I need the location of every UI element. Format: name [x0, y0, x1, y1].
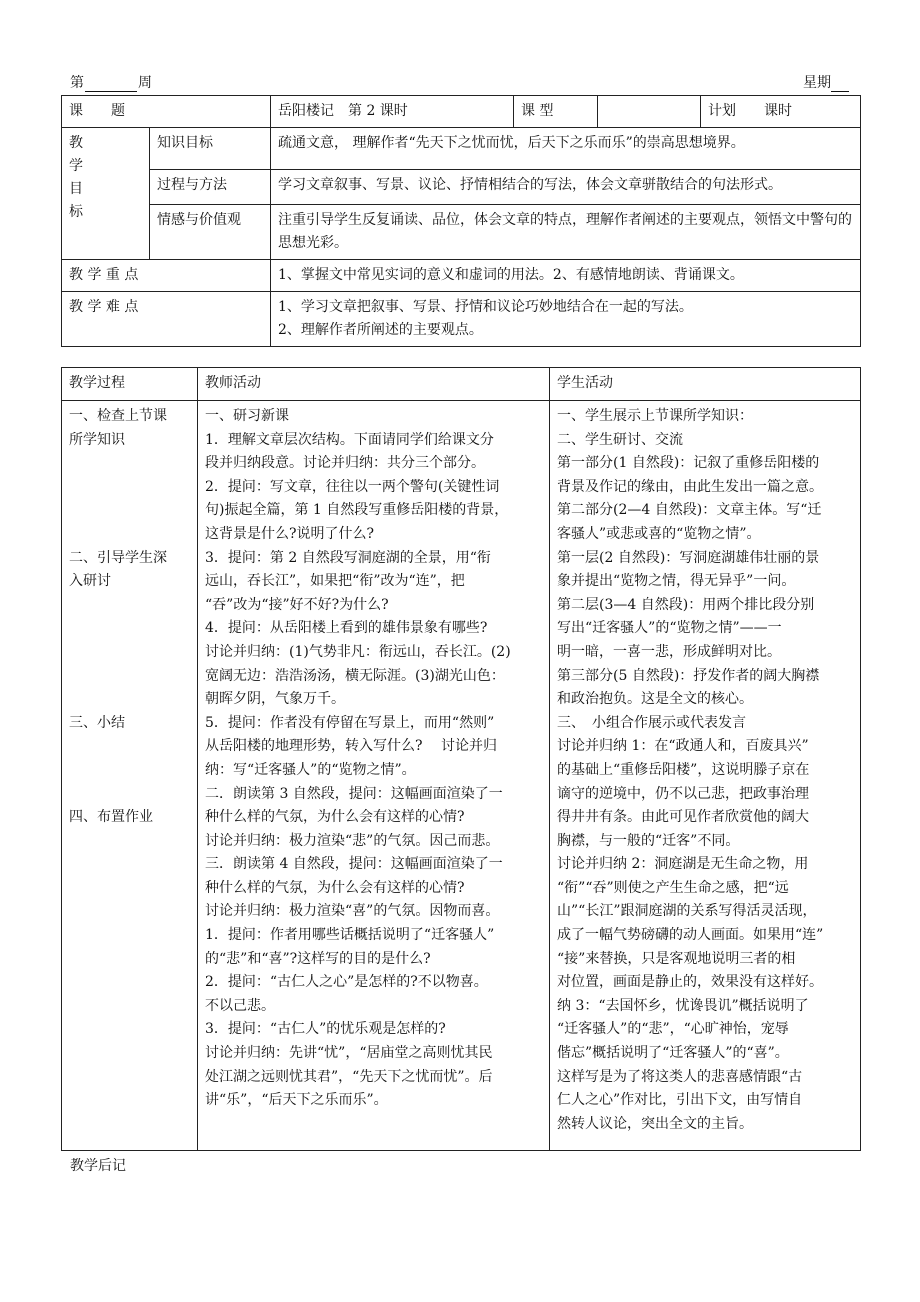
teacher-header: 教师活动	[198, 368, 550, 401]
goal-knowledge-text: 疏通文意， 理解作者“先天下之忧而忧，后天下之乐而乐”的崇高思想境界。	[271, 128, 861, 170]
weekday-blank[interactable]	[831, 77, 849, 92]
type-label: 课 型	[514, 96, 598, 128]
week-suffix: 周	[138, 75, 152, 91]
weekday-label: 星期	[803, 75, 831, 91]
goal-emotion-text: 注重引导学生反复诵读、品位，体会文章的特点，理解作者阐述的主要观点，领悟文中警句的思想光彩。	[271, 205, 861, 260]
difficulty-text	[271, 292, 861, 347]
lesson-plan-table	[61, 95, 861, 347]
week-prefix: 第	[70, 75, 84, 91]
difficulty-line: 1、学习文章把叙事、写景、抒情和议论巧妙地结合在一起的写法。	[278, 299, 693, 315]
topic-label: 课 题	[62, 96, 271, 128]
teacher-activity: 一、研习新课 1．理解文章层次结构。下面请同学们给课文分 段并归纳段意。讨论并归纳：共分三个部分。 2．提问：写文章，往往以一两个警句(关键性词 句)振起全篇，第 1 自然段写重修岳阳楼的背景， 这背景是什么?说明了什么? 3．提问：第 2 自然段写洞庭湖的全景，用“衔 远山，吞长江”，如果把“衔”改为“连”，把 “吞”改为“接”好不好?为什么? 4．提问：从岳阳楼上看到的雄伟景象有哪些? 讨论并归纳：(1)气势非凡：衔远山，吞长江。(2) 宽阔无边：浩浩汤汤，横无际涯。(3)湖光山色： 朝晖夕阴，气象万千。 5．提问：作者没有停留在写景上，而用“然则” 从岳阳楼的地理形势，转入写什么? 讨论并归 纳：写“迁客骚人”的“览物之情”。 二．朗读第 3 自然段，提问：这幅画面渲染了一 种什么样的气氛，为什么会有这样的心情? 讨论并归纳：极力渲染“悲”的气氛。因己而悲。 三．朗读第 4 自然段，提问：这幅画面渲染了一 种什么样的气氛，为什么会有这样的心情? 讨论并归纳：极力渲染“喜”的气氛。因物而喜。 1．提问：作者用哪些话概括说明了“迁客骚人” 的“悲”和“喜”?这样写的目的是什么? 2．提问：“古仁人之心”是怎样的?不以物喜。 不以己悲。 3．提问：“古仁人”的忧乐观是怎样的? 讨论并归纳：先讲“忧”，“居庙堂之高则忧其民 处江湖之远则忧其君”，“先天下之忧而忧”。后 讲“乐”，“后天下之乐而乐”。	[198, 401, 550, 1151]
week-blank[interactable]	[85, 77, 137, 92]
goals-label: 教 学 目 标	[62, 128, 150, 260]
difficulty-label: 教 学 难 点	[62, 292, 271, 347]
week-field	[70, 74, 152, 92]
topic-value: 岳阳楼记 第 2 课时	[271, 96, 514, 128]
student-activity: 一、学生展示上节课所学知识： 二、学生研讨、交流 第一部分(1 自然段)：记叙了重修岳阳楼的 背景及作记的缘由，由此生发出一篇之意。 第二部分(2—4 自然段)：文章主体。写“迁 客骚人”或悲或喜的“览物之情”。 第一层(2 自然段)：写洞庭湖雄伟壮丽的景 象并提出“览物之情，得无异乎”一问。 第二层(3—4 自然段)：用两个排比段分别 写出“迁客骚人”的“览物之情”——一 明一暗，一喜一悲，形成鲜明对比。 第三部分(5 自然段)：抒发作者的阔大胸襟 和政治抱负。这是全文的核心。 三、 小组合作展示或代表发言 讨论并归纳 1：在“政通人和，百废具兴” 的基础上“重修岳阳楼”，这说明滕子京在 谪守的逆境中，仍不以己悲，把政事治理 得井井有条。由此可见作者欣赏他的阔大 胸襟，与一般的“迁客”不同。 讨论并归纳 2：洞庭湖是无生命之物，用 “衔”“吞”则使之产生生命之感，把“远 山”“长江”跟洞庭湖的关系写得活灵活现， 成了一幅气势磅礴的动人画面。如果用“连” “接”来替换，只是客观地说明三者的相 对位置，画面是静止的，效果没有这样好。 纳 3：“去国怀乡，忧谗畏讥”概括说明了 “迁客骚人”的“悲”，“心旷神怡，宠辱 偕忘”概括说明了“迁客骚人”的“喜”。 这样写是为了将这类人的悲喜感情跟“古 仁人之心”作对比，引出下文，由写情自 然转人议论，突出全文的主旨。	[550, 401, 861, 1151]
key-text: 1、掌握文中常见实词的意义和虚词的用法。2、有感情地朗读、背诵课文。	[271, 260, 861, 292]
goal-knowledge-label: 知识目标	[150, 128, 271, 170]
afterword-label: 教学后记	[70, 1158, 126, 1174]
process-header: 教学过程	[62, 368, 198, 401]
goal-process-text: 学习文章叙事、写景、议论、抒情相结合的写法，体会文章骈散结合的句法形式。	[271, 170, 861, 205]
student-header: 学生活动	[550, 368, 861, 401]
process-steps: 一、检查上节课 所学知识 二、引导学生深 入研讨 三、小结 四、布置作业	[62, 401, 198, 1151]
goal-emotion-label: 情感与价值观	[150, 205, 271, 260]
goal-process-label: 过程与方法	[150, 170, 271, 205]
teaching-process-table	[61, 367, 861, 1151]
type-value[interactable]	[598, 96, 701, 128]
weekday-field	[803, 74, 849, 92]
schedule-label: 计划 课时	[701, 96, 861, 128]
difficulty-line: 2、理解作者所阐述的主要观点。	[278, 322, 483, 338]
key-label: 教 学 重 点	[62, 260, 271, 292]
